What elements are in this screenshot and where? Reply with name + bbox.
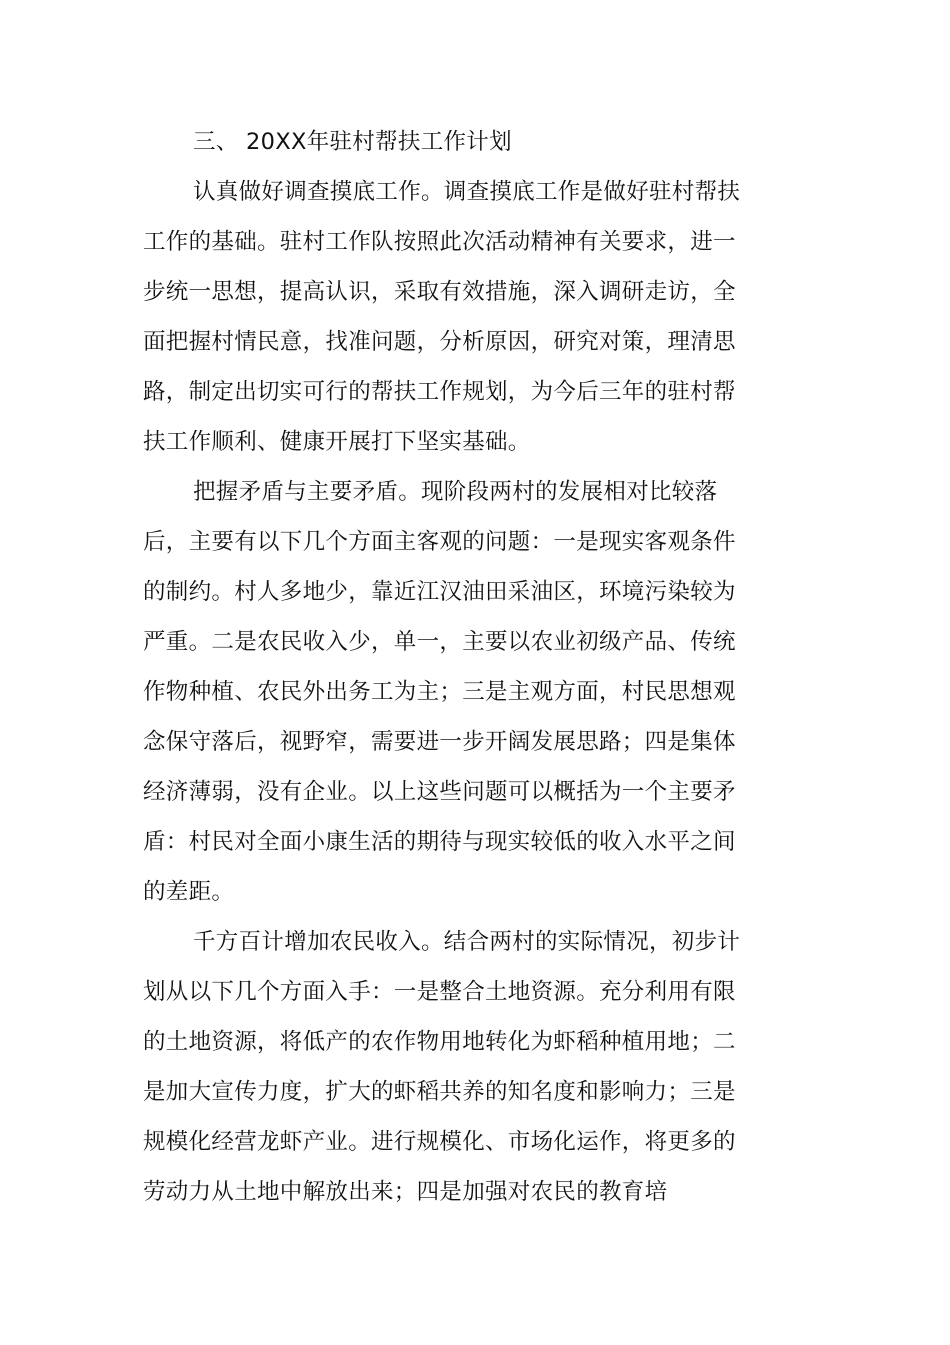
paragraph-1-line-6: 扶工作顺利、健康开展打下坚实基础。 bbox=[143, 429, 531, 455]
paragraph-1-line-4: 面把握村情民意，找准问题，分析原因，研究对策，理清思 bbox=[143, 329, 736, 355]
paragraph-3-line-4: 是加大宣传力度，扩大的虾稻共养的知名度和影响力；三是 bbox=[143, 1079, 736, 1105]
paragraph-2-line-3: 的制约。村人多地少，靠近江汉油田采油区，环境污染较为 bbox=[143, 579, 736, 605]
paragraph-1-line-2: 工作的基础。驻村工作队按照此次活动精神有关要求，进一 bbox=[143, 229, 736, 255]
paragraph-2-line-5: 作物种植、农民外出务工为主；三是主观方面，村民思想观 bbox=[143, 679, 736, 705]
paragraph-3-line-2: 划从以下几个方面入手：一是整合土地资源。充分利用有限 bbox=[143, 979, 736, 1005]
paragraph-2-line-4: 严重。二是农民收入少，单一，主要以农业初级产品、传统 bbox=[143, 629, 736, 655]
paragraph-3-line-3: 的土地资源，将低产的农作物用地转化为虾稻种植用地；二 bbox=[143, 1029, 736, 1055]
paragraph-3-line-5: 规模化经营龙虾产业。进行规模化、市场化运作，将更多的 bbox=[143, 1129, 736, 1155]
paragraph-1-line-1: 认真做好调查摸底工作。调查摸底工作是做好驻村帮扶 bbox=[193, 179, 741, 205]
paragraph-2-line-7: 经济薄弱，没有企业。以上这些问题可以概括为一个主要矛 bbox=[143, 779, 736, 805]
section-heading: 三、 20XX年驻村帮扶工作计划 bbox=[193, 129, 512, 155]
paragraph-3-line-6: 劳动力从土地中解放出来；四是加强对农民的教育培 bbox=[143, 1179, 668, 1205]
paragraph-2-line-1: 把握矛盾与主要矛盾。现阶段两村的发展相对比较落 bbox=[193, 479, 718, 505]
paragraph-1-line-3: 步统一思想，提高认识，采取有效措施，深入调研走访，全 bbox=[143, 279, 736, 305]
paragraph-2-line-2: 后，主要有以下几个方面主客观的问题：一是现实客观条件 bbox=[143, 529, 736, 555]
paragraph-2-line-6: 念保守落后，视野窄，需要进一步开阔发展思路；四是集体 bbox=[143, 729, 736, 755]
paragraph-2-line-9: 的差距。 bbox=[143, 879, 235, 905]
paragraph-3-line-1: 千方百计增加农民收入。结合两村的实际情况，初步计 bbox=[193, 929, 741, 955]
paragraph-1-line-5: 路，制定出切实可行的帮扶工作规划，为今后三年的驻村帮 bbox=[143, 379, 736, 405]
paragraph-2-line-8: 盾：村民对全面小康生活的期待与现实较低的收入水平之间 bbox=[143, 829, 736, 855]
